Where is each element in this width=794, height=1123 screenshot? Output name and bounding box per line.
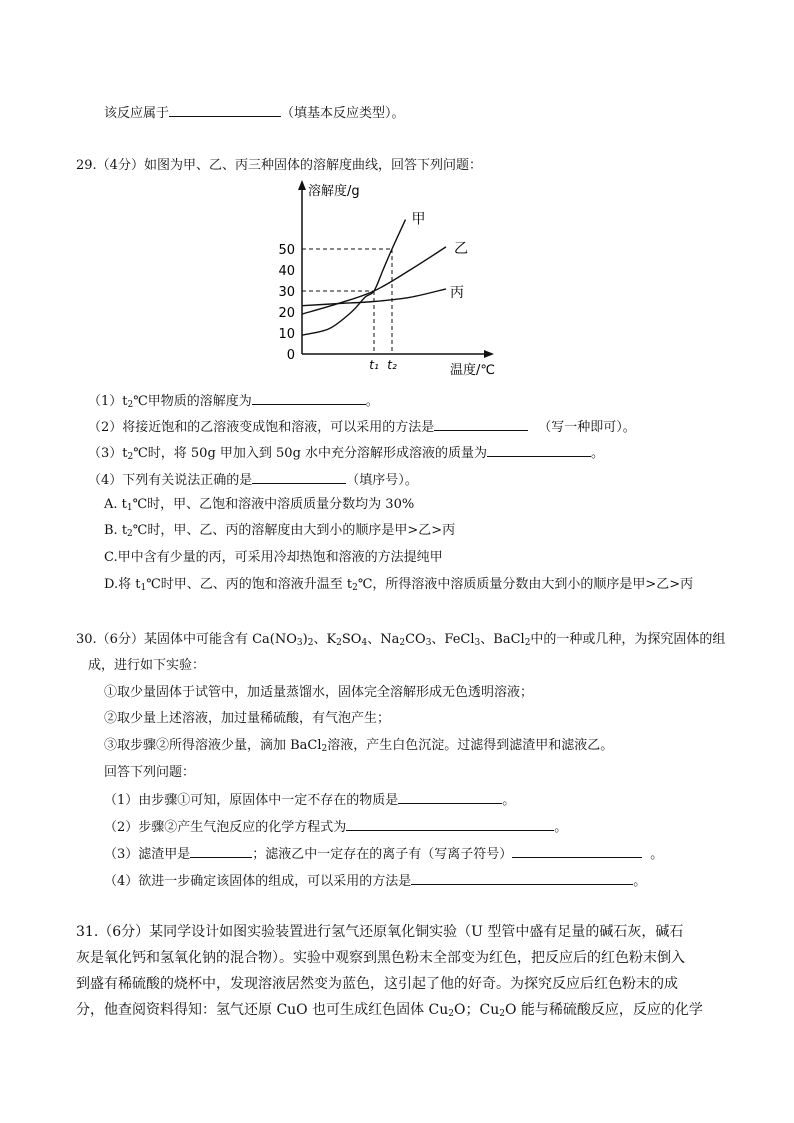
- q30-step-3: [104, 737, 613, 755]
- q29-1: [88, 391, 379, 411]
- answer-blank[interactable]: [252, 470, 346, 484]
- sub: 3: [296, 638, 303, 648]
- q29-heading: 29.（4分）如图为甲、乙、丙三种固体的溶解度曲线，回答下列问题：: [76, 158, 482, 173]
- y-tick-label: 30: [278, 285, 295, 300]
- x-axis-label: 温度/℃: [450, 363, 495, 378]
- sub: 2: [127, 400, 134, 410]
- q30-4: [104, 871, 646, 891]
- q30-answer-prompt: 回答下列问题：: [104, 765, 196, 780]
- t: O；Cu: [454, 1002, 500, 1018]
- y-axis-arrow: [298, 180, 306, 190]
- series-label: 丙: [450, 284, 464, 301]
- solubility-chart: [270, 178, 520, 380]
- q30-2: [104, 817, 567, 837]
- q29-3-text: ℃时，将 50g 甲加入到 50g 水中充分溶解形成溶液的质量为: [133, 446, 488, 461]
- series-line-1: [302, 220, 406, 336]
- t: 分，他查阅资料得知：氢气还原 CuO 也可生成红色固体 Cu: [76, 1002, 449, 1018]
- q31-line-1: 31.（6分）某同学设计如图实验装置进行氢气还原氧化铜实验（U 型管中盛有足量的碱石灰，碱石: [76, 924, 684, 940]
- answer-blank[interactable]: [346, 817, 554, 831]
- t: （4）欲进一步确定该固体的组成，可以采用的方法是: [104, 874, 412, 889]
- q29-2-tail: （写一种即可）。: [538, 420, 636, 435]
- q30-1: [104, 790, 515, 810]
- t: SO: [341, 632, 362, 647]
- y-tick-label: 50: [278, 243, 295, 258]
- q30-3: [104, 844, 663, 864]
- sub: 2: [307, 638, 314, 648]
- sub: 2: [321, 744, 328, 754]
- answer-blank[interactable]: [190, 844, 252, 858]
- t: 、K: [313, 632, 337, 647]
- t: 30.（6分）某固体中可能含有 Ca(NO: [76, 632, 297, 647]
- option-b: [104, 522, 455, 540]
- sub: 2: [336, 638, 342, 648]
- answer-blank[interactable]: [252, 391, 366, 405]
- t: O 能与稀硫酸反应，反应的化学: [504, 1002, 703, 1018]
- option-c: C.甲中含有少量的丙，可采用冷却热饱和溶液的方法提纯甲: [104, 550, 443, 565]
- t: ③取步骤②所得溶液少量，滴加 BaCl: [104, 738, 322, 753]
- sub: 2: [499, 1009, 505, 1019]
- q29-2-text: （2）将接近饱和的乙溶液变成饱和溶液，可以采用的方法是: [88, 420, 435, 435]
- x-tick-label: t₂: [387, 358, 397, 372]
- punct: 。: [554, 820, 568, 835]
- option-a: [104, 496, 414, 514]
- answer-blank[interactable]: [169, 103, 281, 117]
- answer-blank[interactable]: [398, 790, 502, 804]
- q30-step-2: ②取少量上述溶液，加过量稀硫酸，有气泡产生；: [104, 711, 391, 726]
- option-text: B. t: [104, 523, 128, 538]
- option-text: ℃时甲、乙、丙的饱和溶液升温至 t: [146, 577, 353, 592]
- sub: 1: [126, 503, 133, 513]
- t: 、BaCl: [480, 632, 525, 647]
- sub: 2: [524, 638, 531, 648]
- series-label: 甲: [411, 211, 426, 228]
- q29-3: [88, 443, 604, 463]
- answer-blank[interactable]: [512, 844, 642, 858]
- sub: 4: [361, 638, 368, 648]
- q29-1-text: （1）t: [88, 394, 128, 409]
- q30-step-1: ①取少量固体于试管中，加适量蒸馏水，固体完全溶解形成无色透明溶液；: [104, 685, 534, 700]
- y-tick-label: 20: [278, 306, 295, 321]
- t: CO: [405, 632, 426, 647]
- option-text: ℃时，甲、乙饱和溶液中溶质质量分数均为 30%: [132, 497, 415, 512]
- q29-3-text: （3）t: [88, 446, 128, 461]
- q31-line-2: 灰是氧化钙和氢氧化钠的混合物）。实验中观察到黑色粉末全部变为红色，把反应后的红色粉末倒入: [76, 950, 685, 966]
- sub: 3: [474, 638, 481, 648]
- sub: 2: [399, 638, 406, 648]
- option-d: [104, 576, 693, 594]
- q29-1-text: ℃甲物质的溶解度为: [133, 394, 252, 409]
- t: （2）步骤②产生气泡反应的化学方程式为: [104, 820, 347, 835]
- t: 溶液，产生白色沉淀。过滤得到滤渣甲和滤液乙。: [327, 738, 614, 753]
- option-text: A. t: [104, 497, 127, 512]
- q30-heading-cont: 成，进行如下实验：: [88, 658, 206, 673]
- q28-line: [104, 103, 405, 123]
- punct: 。: [502, 793, 516, 808]
- x-axis-arrow: [484, 350, 494, 358]
- q29-4-text: （4）下列有关说法正确的是: [88, 473, 253, 488]
- y-tick-label: 40: [278, 264, 295, 279]
- punct: 。: [650, 847, 664, 862]
- t: ；滤液乙中一定存在的离子有（写离子符号）: [252, 847, 513, 862]
- sub: 2: [127, 452, 134, 462]
- q28-tail: （填基本反应类型）。: [281, 106, 405, 121]
- sub: 1: [140, 583, 147, 593]
- answer-blank[interactable]: [487, 443, 591, 457]
- y-tick-label: 10: [278, 327, 295, 342]
- option-text: ℃，所得溶液中溶质质量分数由大到小的顺序是甲>乙>丙: [357, 577, 694, 592]
- series-label: 乙: [454, 240, 468, 257]
- t: （1）由步骤①可知，原固体中一定不存在的物质是: [104, 793, 399, 808]
- x-tick-label: t₁: [369, 358, 379, 372]
- answer-blank[interactable]: [434, 417, 528, 431]
- t: 中的一种或几种，为探究固体的组: [530, 632, 726, 647]
- q29-2: [88, 417, 636, 437]
- q31-line-4: [76, 1001, 703, 1019]
- punct: 。: [633, 874, 647, 889]
- t: 、FeCl: [431, 632, 475, 647]
- sub: 2: [448, 1009, 455, 1019]
- sub: 3: [425, 638, 432, 648]
- answer-blank[interactable]: [411, 871, 633, 885]
- t: （3）滤渣甲是: [104, 847, 191, 862]
- sub: 2: [127, 529, 133, 539]
- q29-4: [88, 470, 418, 490]
- t: ): [302, 632, 308, 647]
- sub: 2: [352, 583, 358, 593]
- y-tick-label: 0: [286, 348, 295, 363]
- option-text: D.将 t: [104, 577, 141, 592]
- q30-heading: [76, 631, 725, 649]
- q31-line-3: 到盛有稀硫酸的烧杯中，发现溶液居然变为蓝色，这引起了他的好奇。为探究反应后红色粉末的成: [76, 976, 678, 992]
- punct: 。: [591, 446, 605, 461]
- punct: 。: [365, 394, 379, 409]
- q29-4-tail: （填序号）。: [346, 473, 418, 488]
- q28-text: 该反应属于: [104, 106, 170, 121]
- y-axis-label: 溶解度/g: [308, 184, 360, 199]
- t: 、Na: [367, 632, 400, 647]
- option-text: ℃时，甲、乙、丙的溶解度由大到小的顺序是甲>乙>丙: [132, 523, 456, 538]
